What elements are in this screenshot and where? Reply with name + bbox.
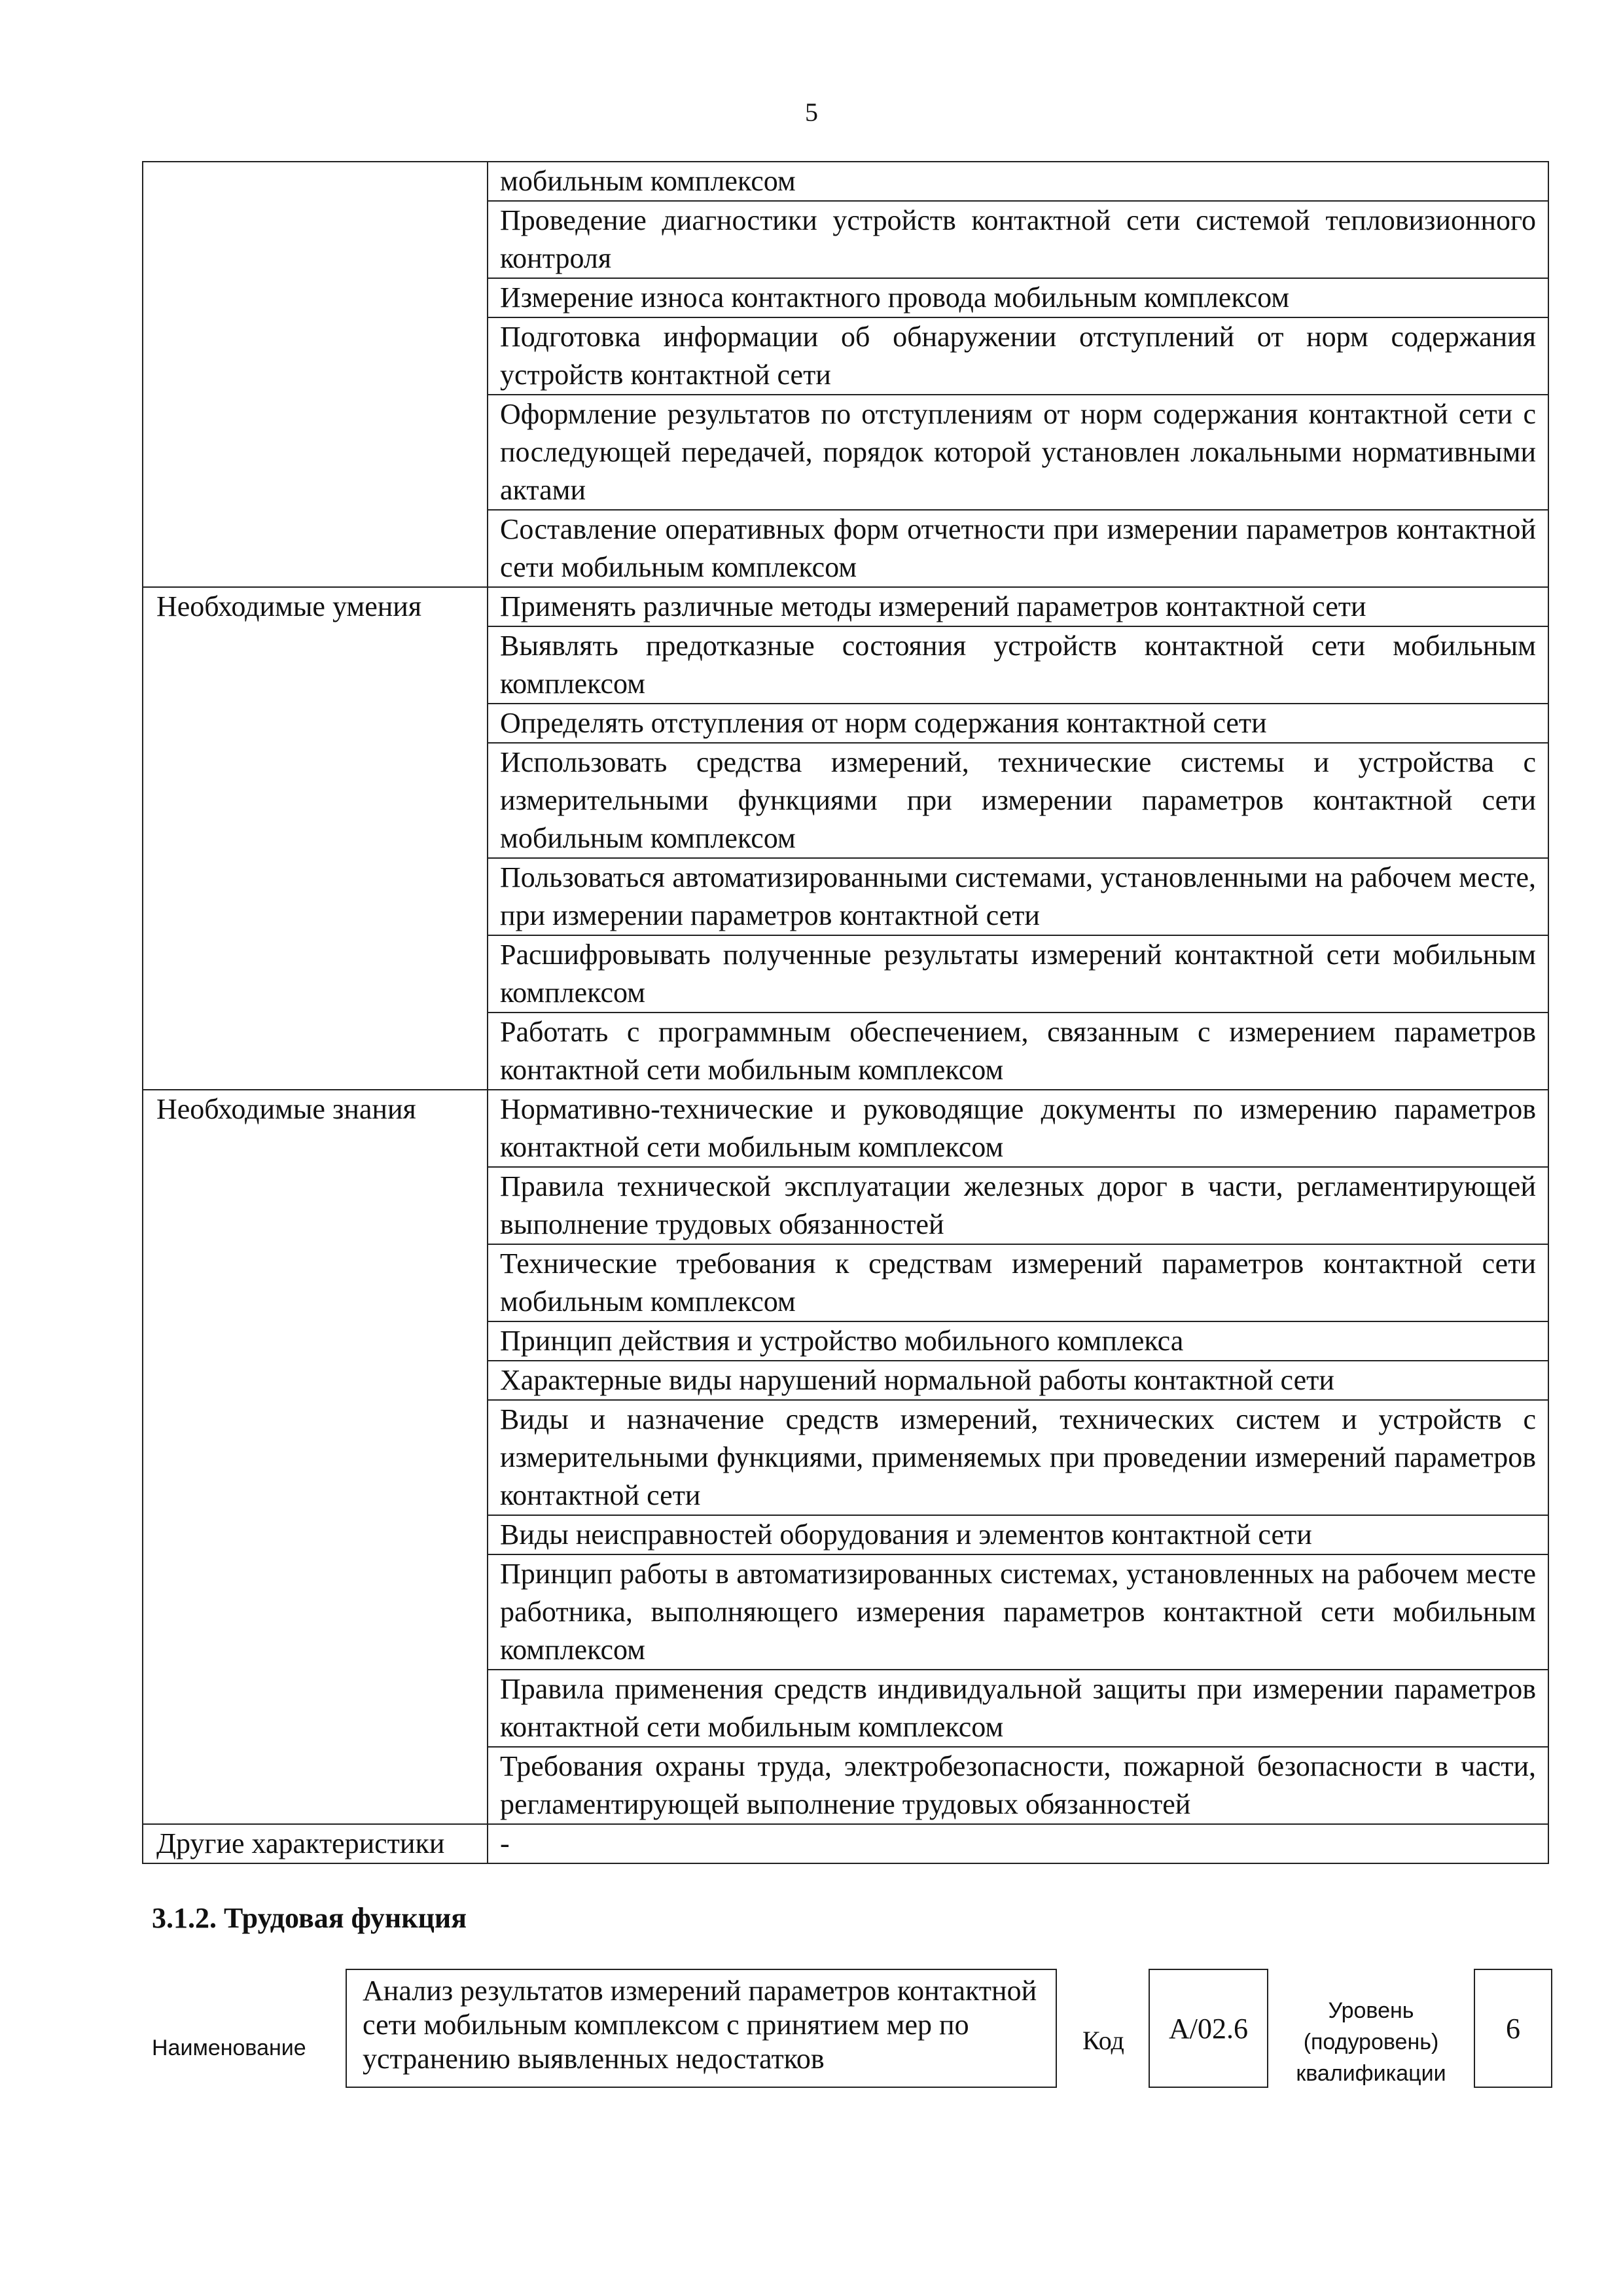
- row-item-text: Виды и назначение средств измерений, технических систем и устройств с измерительными функциями, применяемых при проведении измерений параметров контактной сети: [488, 1400, 1548, 1515]
- row-item-text: Принцип работы в автоматизированных системах, установленных на рабочем месте работника, выполняющего измерения параметров контактной сети мобильным комплексом: [488, 1554, 1548, 1670]
- table-row: [143, 1090, 1548, 1167]
- characteristics-table: [142, 161, 1549, 1864]
- row-item-text: Технические требования к средствам измерений параметров контактной сети мобильным комплексом: [488, 1244, 1548, 1321]
- row-item-text: Принцип действия и устройство мобильного комплекса: [488, 1321, 1548, 1361]
- row-item-text: Правила технической эксплуатации железных дорог в части, регламентирующей выполнение трудовых обязанностей: [488, 1167, 1548, 1244]
- code-label: Код: [1082, 2026, 1124, 2055]
- row-group-label: Другие характеристики: [143, 1824, 488, 1863]
- row-item-text: Пользоваться автоматизированными системами, установленными на рабочем месте, при измерении параметров контактной сети: [488, 858, 1548, 935]
- row-item-text: Правила применения средств индивидуальной защиты при измерении параметров контактной сети мобильным комплексом: [488, 1670, 1548, 1747]
- row-item-text: Нормативно-технические и руководящие документы по измерению параметров контактной сети мобильным комплексом: [488, 1090, 1548, 1167]
- row-item-text: Определять отступления от норм содержания контактной сети: [488, 704, 1548, 743]
- row-item-text: Расшифровывать полученные результаты измерений контактной сети мобильным комплексом: [488, 935, 1548, 1013]
- level-label-line: Уровень: [1328, 1998, 1414, 2023]
- level-label-line: квалификации: [1296, 2061, 1446, 2086]
- row-group-label: Необходимые знания: [143, 1090, 488, 1824]
- row-item-text: Требования охраны труда, электробезопасности, пожарной безопасности в части, регламентирующей выполнение трудовых обязанностей: [488, 1747, 1548, 1824]
- row-group-label: [143, 162, 488, 587]
- row-group-label: Необходимые умения: [143, 587, 488, 1090]
- table-row: [143, 1824, 1548, 1863]
- qualification-level-box: 6: [1474, 1969, 1552, 2088]
- row-item-text: Измерение износа контактного провода мобильным комплексом: [488, 278, 1548, 317]
- row-item-text: Работать с программным обеспечением, связанным с измерением параметров контактной сети мобильным комплексом: [488, 1013, 1548, 1090]
- code-box: А/02.6: [1149, 1969, 1268, 2088]
- row-item-text: Выявлять предотказные состояния устройств контактной сети мобильным комплексом: [488, 626, 1548, 704]
- row-item-text: Применять различные методы измерений параметров контактной сети: [488, 587, 1548, 626]
- level-label-line: (подуровень): [1303, 2030, 1439, 2054]
- row-item-text: Использовать средства измерений, технические системы и устройства с измерительными функциями при измерении параметров контактной сети мобильным комплексом: [488, 743, 1548, 858]
- table-body: [143, 162, 1548, 1863]
- row-item-text: Оформление результатов по отступлениям от норм содержания контактной сети с последующей передачей, порядок которой установлен локальными нормативными актами: [488, 395, 1548, 510]
- table-row: [143, 162, 1548, 201]
- section-heading: 3.1.2. Трудовая функция: [152, 1902, 467, 1934]
- row-item-text: Виды неисправностей оборудования и элементов контактной сети: [488, 1515, 1548, 1554]
- name-label: Наименование: [152, 2036, 306, 2060]
- row-item-text: Характерные виды нарушений нормальной работы контактной сети: [488, 1361, 1548, 1400]
- row-item-text: Составление оперативных форм отчетности при измерении параметров контактной сети мобильным комплексом: [488, 510, 1548, 587]
- row-item-text: мобильным комплексом: [488, 162, 1548, 201]
- qualification-level-label: [1279, 1995, 1463, 2089]
- function-name-box: Анализ результатов измерений параметров контактной сети мобильным комплексом с принятием мер по устранению выявленных недостатков: [346, 1969, 1057, 2088]
- row-item-text: -: [488, 1824, 1548, 1863]
- row-item-text: Подготовка информации об обнаружении отступлений от норм содержания устройств контактной сети: [488, 317, 1548, 395]
- table-row: [143, 587, 1548, 626]
- row-item-text: Проведение диагностики устройств контактной сети системой тепловизионного контроля: [488, 201, 1548, 278]
- page-number: 5: [805, 98, 818, 127]
